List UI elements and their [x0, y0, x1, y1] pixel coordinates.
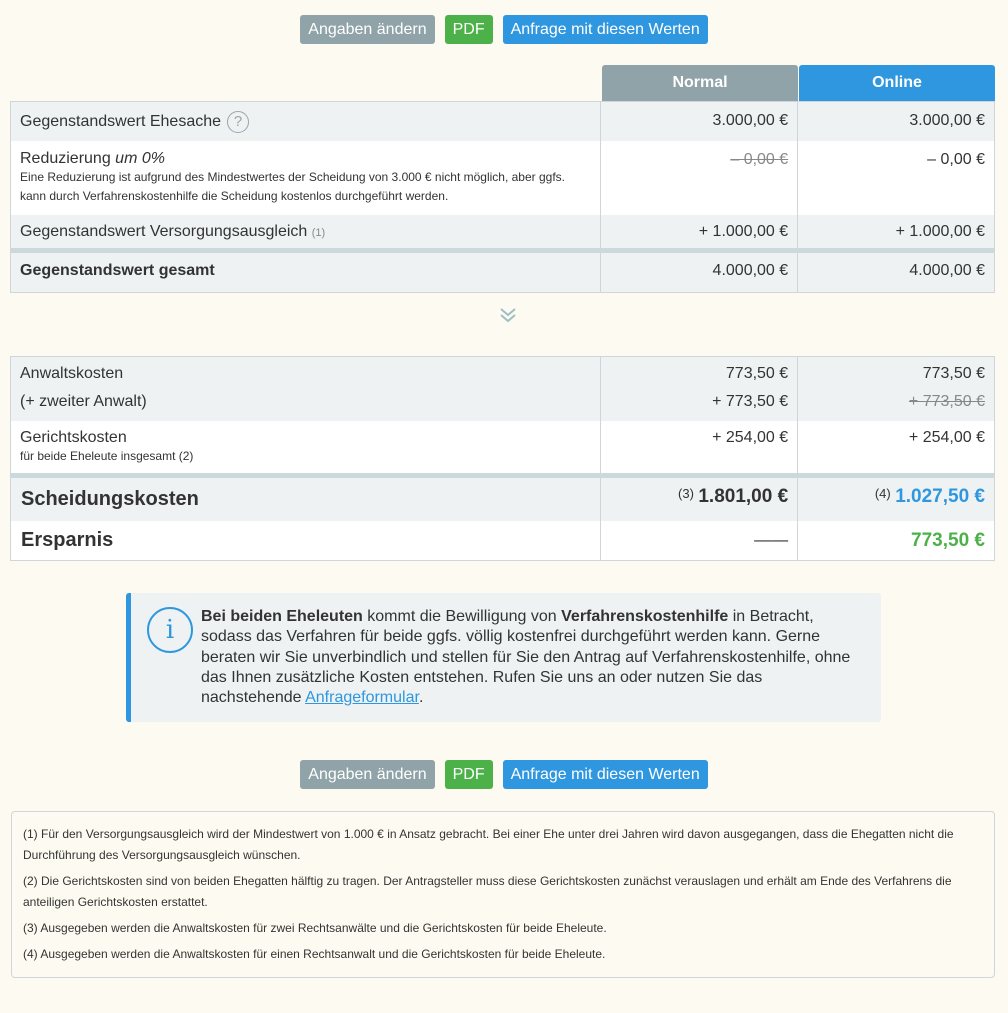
court-label: Gerichtskosten [20, 428, 127, 446]
change-inputs-button[interactable]: Angaben ändern [300, 15, 434, 44]
row-label-emphasis: um 0% [115, 149, 165, 167]
info-text-part: in Betracht, sodass das Verfahren für beide ggfs. völlig kostenfrei durchgeführt werden kann. Gerne beraten wir Sie unverbindlich und stellen für Sie den Antrag auf Verfahrenskostenhilfe, ohne das Ihnen zusätzliche Kosten entstehen. Rufen Sie uns an oder nutzen Sie das nachstehende [201, 608, 851, 707]
table-row [11, 215, 995, 251]
footnote-ref: (4) [874, 486, 891, 501]
reduction-description: Eine Reduzierung ist aufgrund des Mindestwertes der Scheidung von 3.000 € nicht möglich, aber ggfs. kann durch Verfahrenskostenhilfe die Scheidung kostenlos durchgeführt werden. [20, 169, 565, 203]
normal-lawyer-value: 773,50 € [725, 365, 789, 382]
footnotes-box [11, 811, 995, 978]
online-value: – 0,00 € [798, 141, 995, 215]
online-value: 3.000,00 € [798, 102, 995, 141]
chevron-down-icon [499, 306, 517, 324]
cost-table [10, 356, 995, 561]
online-savings: 773,50 € [798, 521, 995, 561]
info-icon: i [147, 607, 193, 653]
table-row [11, 421, 995, 476]
court-description: für beide Eheleute insgesamt (2) [20, 448, 194, 463]
row-label [11, 357, 601, 421]
footnote: (3) Ausgegeben werden die Anwaltskosten für zwei Rechtsanwälte und die Gerichtskosten für beide Eheleute. [23, 921, 607, 935]
column-header-normal: Normal [602, 65, 798, 101]
change-inputs-button[interactable]: Angaben ändern [300, 760, 434, 789]
normal-value: + 1.000,00 € [601, 215, 798, 251]
normal-divorce-costs: 1.801,00 € [698, 486, 789, 507]
info-text-part: kommt die Bewilligung von [362, 608, 562, 625]
online-lawyer-value: 773,50 € [922, 365, 985, 382]
request-button[interactable]: Anfrage mit diesen Werten [503, 15, 708, 44]
top-button-row [0, 15, 1008, 44]
normal-savings: —— [601, 521, 798, 561]
row-label [11, 215, 601, 251]
row-label [11, 102, 601, 141]
online-court-value: + 254,00 € [798, 421, 995, 476]
bottom-button-row [0, 760, 1008, 789]
total-row [11, 476, 995, 521]
row-label [11, 141, 601, 215]
savings-row [11, 521, 995, 561]
total-row [11, 251, 995, 293]
footnote: (1) Für den Versorgungsausgleich wird der Mindestwert von 1.000 € in Ansatz gebracht. Bei einer Ehe unter drei Jahren wird davon ausgegangen, dass die Ehegatten nicht die Durchführung des Versorgungsausgleich wünschen. [23, 827, 954, 862]
footnote-ref: (1) [311, 226, 326, 239]
online-divorce-costs: 1.027,50 € [895, 486, 985, 507]
pdf-button[interactable]: PDF [445, 760, 493, 789]
table-row [11, 357, 995, 421]
table-row [11, 102, 995, 141]
total-label: Gegenstandswert gesamt [11, 251, 601, 293]
footnote: (4) Ausgegeben werden die Anwaltskosten für einen Rechtsanwalt und die Gerichtskosten für beide Eheleute. [23, 947, 606, 961]
second-lawyer-label: (+ zweiter Anwalt) [20, 393, 147, 410]
table-row [11, 141, 995, 215]
request-button[interactable]: Anfrage mit diesen Werten [503, 760, 708, 789]
divorce-costs-label: Scheidungskosten [11, 476, 601, 521]
row-label-text: Reduzierung [20, 149, 116, 167]
footnote-ref: (3) [678, 486, 694, 501]
help-icon[interactable]: ? [227, 111, 249, 133]
normal-total: 4.000,00 € [601, 251, 798, 293]
normal-second-lawyer-value: + 773,50 € [712, 393, 789, 410]
normal-court-value: + 254,00 € [601, 421, 798, 476]
online-second-lawyer-value: + 773,50 € [908, 393, 985, 410]
lawyer-label: Anwaltskosten [20, 365, 124, 382]
normal-value: – 0,00 € [730, 150, 789, 168]
normal-value: 3.000,00 € [601, 102, 798, 141]
info-text-part: . [418, 689, 424, 707]
info-text [201, 607, 866, 708]
pdf-button[interactable]: PDF [445, 15, 493, 44]
row-label [11, 421, 601, 476]
row-label-text: Gegenstandswert Ehesache [20, 113, 222, 131]
footnote: (2) Die Gerichtskosten sind von beiden Ehegatten hälftig zu tragen. Der Antragsteller muss diese Gerichtskosten zunächst verauslagen und erhält am Ende des Verfahrens die anteiligen Gerichtskosten erstattet. [23, 874, 952, 909]
row-label-text: Gegenstandswert Versorgungsausgleich [20, 222, 308, 240]
info-bold-couple: Bei beiden Eheleuten [201, 608, 363, 625]
info-bold-vkh: Verfahrenskostenhilfe [561, 608, 729, 625]
info-box [126, 593, 881, 722]
value-table [10, 101, 995, 293]
request-form-link[interactable]: Anfrageformular [305, 689, 419, 707]
column-header-online: Online [799, 65, 995, 101]
online-total: 4.000,00 € [798, 251, 995, 293]
online-value: + 1.000,00 € [798, 215, 995, 251]
savings-label: Ersparnis [11, 521, 601, 561]
